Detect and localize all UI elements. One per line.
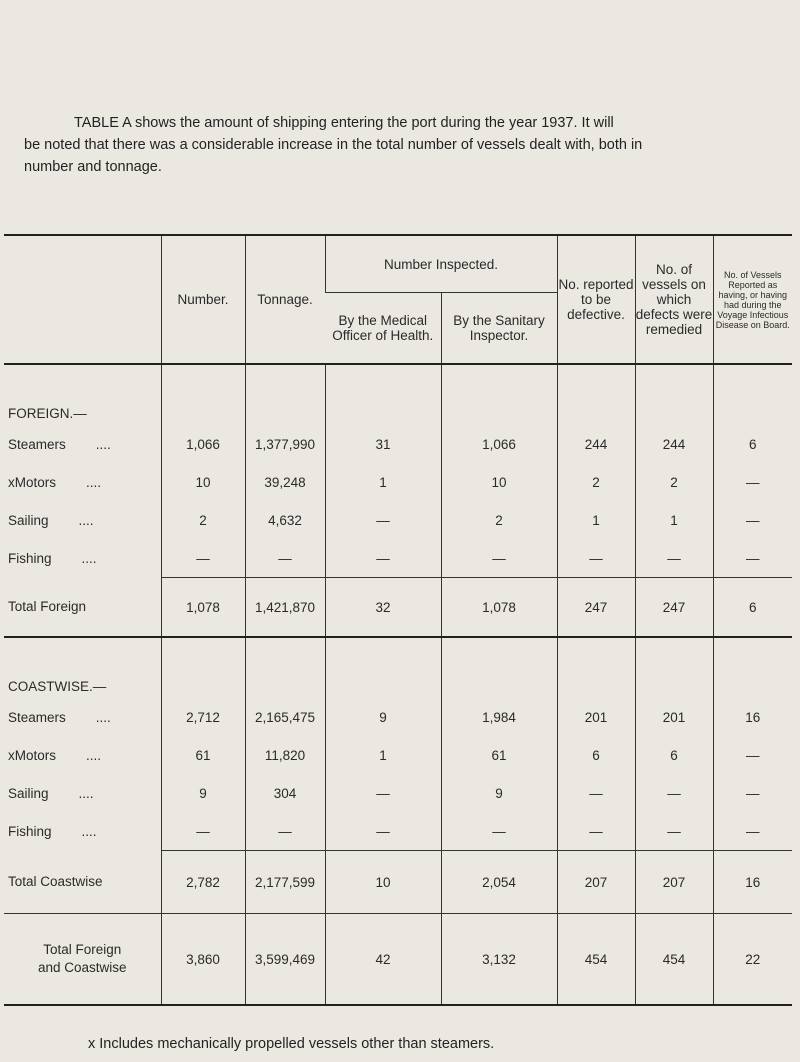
- cell-sanitary: 61: [441, 736, 557, 774]
- cell-sanitary: —: [441, 539, 557, 578]
- cell-medical: —: [325, 539, 441, 578]
- section-row-foreign: [4, 364, 792, 425]
- table-row: [4, 463, 792, 501]
- cell-defective: 207: [557, 851, 635, 914]
- cell-sanitary: 1,066: [441, 425, 557, 463]
- section-label-coastwise: COASTWISE.—: [4, 637, 161, 698]
- row-label: Total Foreign and Coastwise: [4, 914, 161, 1006]
- cell-remedied: —: [635, 539, 713, 578]
- cell-number: —: [161, 812, 245, 851]
- header-medical-officer: By the Medical Officer of Health.: [325, 293, 441, 365]
- cell-infectious: 16: [713, 851, 792, 914]
- cell-infectious: —: [713, 501, 792, 539]
- cell-remedied: 244: [635, 425, 713, 463]
- shipping-table: [4, 234, 792, 1006]
- cell-defective: 454: [557, 914, 635, 1006]
- total-row-foreign: [4, 578, 792, 638]
- cell-number: —: [161, 539, 245, 578]
- cell-remedied: 1: [635, 501, 713, 539]
- cell-infectious: 16: [713, 698, 792, 736]
- cell-number: 2,782: [161, 851, 245, 914]
- intro-line-1: TABLE A shows the amount of shipping entering the port during the year 1937. It will: [74, 115, 614, 131]
- cell-tonnage: 2,177,599: [245, 851, 325, 914]
- cell-number: 2,712: [161, 698, 245, 736]
- cell-defective: 1: [557, 501, 635, 539]
- intro-paragraph: [24, 112, 784, 178]
- cell-number: 9: [161, 774, 245, 812]
- cell-infectious: 22: [713, 914, 792, 1006]
- cell-medical: 31: [325, 425, 441, 463]
- cell-tonnage: 1,377,990: [245, 425, 325, 463]
- cell-remedied: —: [635, 774, 713, 812]
- table-row: [4, 812, 792, 851]
- header-number: Number.: [161, 235, 245, 364]
- cell-sanitary: 10: [441, 463, 557, 501]
- cell-number: 2: [161, 501, 245, 539]
- cell-number: 10: [161, 463, 245, 501]
- row-label: Sailing ....: [8, 512, 94, 528]
- cell-defective: 247: [557, 578, 635, 638]
- cell-sanitary: 1,078: [441, 578, 557, 638]
- cell-remedied: 247: [635, 578, 713, 638]
- cell-number: 61: [161, 736, 245, 774]
- cell-tonnage: 3,599,469: [245, 914, 325, 1006]
- cell-remedied: 6: [635, 736, 713, 774]
- section-label-foreign: FOREIGN.—: [8, 406, 87, 421]
- row-label: Fishing ....: [8, 823, 97, 839]
- cell-tonnage: 11,820: [245, 736, 325, 774]
- cell-defective: 2: [557, 463, 635, 501]
- cell-medical: 32: [325, 578, 441, 638]
- row-label: xMotors ....: [8, 747, 102, 763]
- row-label: Steamers ....: [8, 436, 111, 452]
- cell-number: 1,066: [161, 425, 245, 463]
- cell-tonnage: 2,165,475: [245, 698, 325, 736]
- grand-total-row: [4, 914, 792, 1006]
- cell-tonnage: 4,632: [245, 501, 325, 539]
- table-row: [4, 698, 792, 736]
- cell-tonnage: 304: [245, 774, 325, 812]
- header-row-top: [4, 235, 792, 293]
- cell-infectious: 6: [713, 425, 792, 463]
- row-label: Fishing ....: [8, 550, 97, 566]
- header-sanitary-inspector: By the Sanitary Inspector.: [441, 293, 557, 365]
- cell-sanitary: 2,054: [441, 851, 557, 914]
- row-label: Steamers ....: [8, 709, 111, 725]
- table-row: [4, 774, 792, 812]
- cell-remedied: —: [635, 812, 713, 851]
- cell-medical: 9: [325, 698, 441, 736]
- row-label: Total Coastwise: [8, 874, 103, 890]
- cell-medical: —: [325, 501, 441, 539]
- header-remedied: No. of vessels on which defects were remedied: [635, 235, 713, 364]
- total-row-coastwise: [4, 851, 792, 914]
- table-row: [4, 736, 792, 774]
- row-label: xMotors ....: [8, 474, 102, 490]
- cell-tonnage: —: [245, 812, 325, 851]
- cell-defective: 201: [557, 698, 635, 736]
- cell-remedied: 2: [635, 463, 713, 501]
- cell-remedied: 201: [635, 698, 713, 736]
- header-blank: [4, 235, 161, 364]
- cell-remedied: 207: [635, 851, 713, 914]
- cell-number: 3,860: [161, 914, 245, 1006]
- header-infectious: No. of Vessels Reported as having, or having had during the Voyage Infectious Disease on Board.: [713, 235, 792, 364]
- cell-infectious: —: [713, 774, 792, 812]
- cell-medical: 1: [325, 463, 441, 501]
- cell-number: 1,078: [161, 578, 245, 638]
- shipping-table-container: [4, 234, 792, 1006]
- cell-defective: 6: [557, 736, 635, 774]
- cell-sanitary: —: [441, 812, 557, 851]
- cell-infectious: —: [713, 812, 792, 851]
- row-label: Sailing ....: [8, 785, 94, 801]
- header-tonnage: Tonnage.: [245, 235, 325, 364]
- cell-defective: —: [557, 774, 635, 812]
- row-label: Total Foreign: [8, 599, 87, 615]
- cell-medical: —: [325, 812, 441, 851]
- cell-defective: —: [557, 812, 635, 851]
- cell-medical: —: [325, 774, 441, 812]
- intro-line-3: number and tonnage.: [24, 159, 162, 175]
- cell-sanitary: 1,984: [441, 698, 557, 736]
- header-defective: No. reported to be defective.: [557, 235, 635, 364]
- cell-sanitary: 3,132: [441, 914, 557, 1006]
- table-row: [4, 539, 792, 578]
- cell-infectious: —: [713, 463, 792, 501]
- header-number-inspected: Number Inspected.: [325, 235, 557, 293]
- cell-infectious: —: [713, 736, 792, 774]
- table-row: [4, 501, 792, 539]
- cell-sanitary: 2: [441, 501, 557, 539]
- cell-infectious: 6: [713, 578, 792, 638]
- cell-defective: —: [557, 539, 635, 578]
- cell-tonnage: 39,248: [245, 463, 325, 501]
- cell-medical: 10: [325, 851, 441, 914]
- cell-defective: 244: [557, 425, 635, 463]
- cell-tonnage: 1,421,870: [245, 578, 325, 638]
- cell-tonnage: —: [245, 539, 325, 578]
- footnote: x Includes mechanically propelled vessels other than steamers.: [88, 1036, 495, 1052]
- cell-sanitary: 9: [441, 774, 557, 812]
- cell-remedied: 454: [635, 914, 713, 1006]
- table-row: [4, 425, 792, 463]
- cell-medical: 1: [325, 736, 441, 774]
- cell-medical: 42: [325, 914, 441, 1006]
- intro-line-2: be noted that there was a considerable increase in the total number of vessels dealt with, both in: [24, 137, 643, 153]
- cell-infectious: —: [713, 539, 792, 578]
- section-row-coastwise: [4, 637, 792, 698]
